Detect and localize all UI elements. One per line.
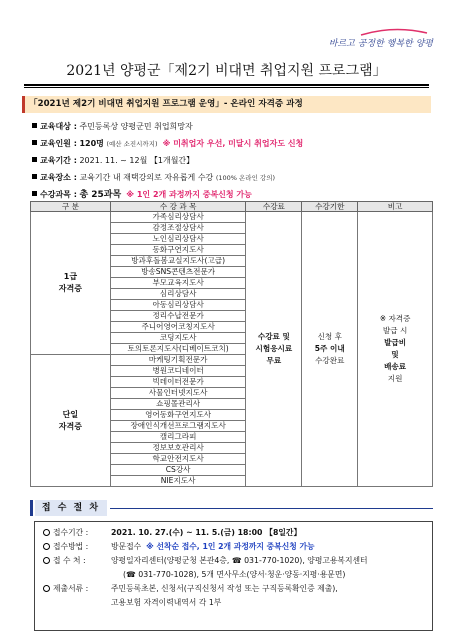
course-name: 동화구연지도사 [110, 245, 246, 256]
section-line [110, 508, 433, 509]
title-rule-thin [24, 87, 429, 88]
note-line-4: 및 [391, 350, 399, 359]
table-row [31, 212, 433, 223]
course-name: 사물인터넷지도사 [110, 388, 246, 399]
table-header-row [31, 202, 433, 212]
swoosh-icon [359, 27, 429, 37]
note-cell [358, 212, 433, 487]
course-name: 방과후돌봄교실지도사(고급) [110, 256, 246, 267]
course-name: 정보보호관리사 [110, 443, 246, 454]
group-1-cell: 1급 자격증 [31, 212, 111, 355]
square-bullet-icon [32, 191, 37, 196]
slogan-text: 바르고 공정한 행복한 양평 [328, 39, 433, 49]
procedure-section-header [30, 500, 433, 516]
square-bullet-icon [32, 140, 37, 145]
header-note: 비고 [358, 202, 433, 212]
period-line-1: 신청 후 [317, 332, 342, 341]
course-name: 노인심리상담사 [110, 234, 246, 245]
info-period: 교육기간 : 2021. 11. ~ 12월 【1개월간】 [32, 154, 194, 167]
group-2-cell: 단일 자격증 [31, 355, 111, 487]
course-name: 가족심리상담사 [110, 212, 246, 223]
course-name: 쇼핑몰관리사 [110, 399, 246, 410]
course-name: 심리상담사 [110, 289, 246, 300]
note-line-6: 지원 [387, 374, 403, 383]
procedure-box [34, 521, 433, 631]
course-name: 영어동화구연지도사 [110, 410, 246, 421]
fee-text: 수강료 및 시험응시료 무료 [255, 332, 293, 365]
procedure-row-docs-cont: 고용보험 자격이력내역서 각 1부 [111, 598, 222, 607]
slogan [329, 36, 433, 49]
title-rule [24, 84, 429, 86]
note-line-2: 발급 시 [382, 326, 408, 335]
square-bullet-icon [32, 157, 37, 162]
program-banner: 「2021년 제2기 비대면 취업지원 프로그램 운영」- 온라인 자격증 과정 [22, 96, 431, 113]
section-bar [30, 500, 33, 516]
course-name: 마케팅기획전문가 [110, 355, 246, 366]
course-table [30, 201, 433, 487]
course-name: 병원코디네이터 [110, 366, 246, 377]
course-name: 빅데이터전문가 [110, 377, 246, 388]
note-line-3: 발급비 [384, 338, 407, 347]
course-name: 코딩지도사 [110, 333, 246, 344]
circle-bullet-icon [43, 585, 50, 592]
period-cell [302, 212, 358, 487]
header-course: 수 강 과 목 [110, 202, 246, 212]
procedure-heading: 접 수 절 차 [35, 500, 107, 516]
header-fee: 수강료 [246, 202, 302, 212]
course-name: 토의토론지도사(디베이트코치) [110, 344, 246, 355]
course-name: 주니어영어코칭지도사 [110, 322, 246, 333]
period-line-2: 5주 이내 [314, 344, 345, 353]
course-name: 학교안전지도사 [110, 454, 246, 465]
page-title: 2021년 양평군「제2기 비대면 취업지원 프로그램」 [66, 63, 387, 79]
info-target: 교육대상 : 주민등록상 양평군민 취업희망자 [32, 120, 193, 133]
square-bullet-icon [32, 123, 37, 128]
course-name: 정리수납전문가 [110, 311, 246, 322]
procedure-row-place: 접 수 처 : 양평일자리센터(양평군청 본관4층, ☎ 031-770-1020), 양평고용복지센터 [43, 554, 432, 568]
header-period: 수강기한 [302, 202, 358, 212]
course-name: 방송SNS콘텐츠전문가 [110, 267, 246, 278]
table-body [31, 212, 433, 487]
circle-bullet-icon [43, 529, 50, 536]
course-name: 아동심리상담사 [110, 300, 246, 311]
info-place: 교육장소 : 교육기간 내 재택강의로 자유롭게 수강 (100% 온라인 강의) [32, 171, 275, 185]
course-name: 캘리그라피 [110, 432, 246, 443]
procedure-row-docs: 제출서류 : 주민등록초본, 신청서(구직신청서 작성 또는 구직등록확인증 제출), [43, 582, 432, 596]
period-line-3: 수강완료 [315, 356, 345, 365]
procedure-row-period: 접수기간 : 2021. 10. 27.(수) ~ 11. 5.(금) 18:00 【8일간】 [43, 526, 432, 540]
course-name: 장애인식개선프로그램지도사 [110, 421, 246, 432]
info-courses: 수강과목 : 총 25과목 ※ 1인 2개 과정까지 중복신청 가능 [32, 188, 252, 202]
procedure-row-place-cont: (☎ 031-770-1028), 5개 면사무소(양서·청운·양동·지평·용문면) [123, 570, 346, 579]
info-count: 교육인원 : 120명 (예산 소진시까지) ※ 미취업자 우선, 미달시 취업자도 신청 [32, 137, 303, 151]
course-name: 부모교육지도사 [110, 278, 246, 289]
note-line-1: ※ 자격증 [379, 314, 411, 323]
course-name: NIE지도사 [110, 476, 246, 487]
fee-cell [246, 212, 302, 487]
header-category: 구 분 [31, 202, 111, 212]
circle-bullet-icon [43, 543, 50, 550]
course-name: 감정조절상담사 [110, 223, 246, 234]
procedure-row-method: 접수방법 : 방문접수 ※ 선착순 접수, 1인 2개 과정까지 중복신청 가능 [43, 540, 432, 554]
course-name: CS강사 [110, 465, 246, 476]
note-line-5: 배송료 [384, 362, 407, 371]
circle-bullet-icon [43, 557, 50, 564]
square-bullet-icon [32, 174, 37, 179]
